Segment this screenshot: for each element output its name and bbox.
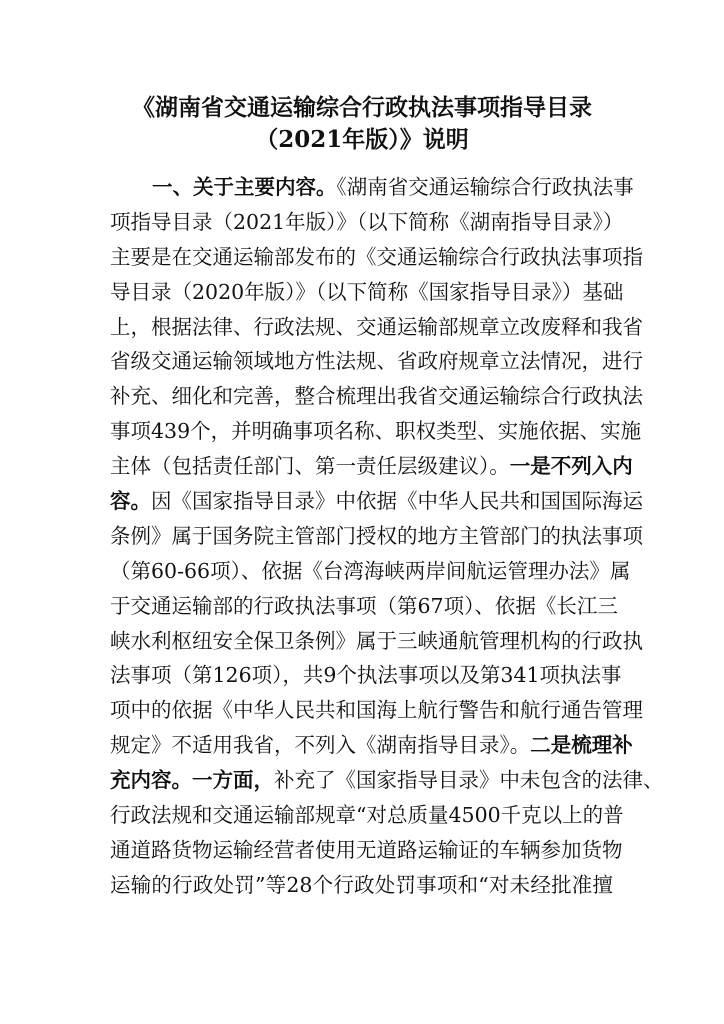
body-text-line: [110, 240, 643, 275]
body-text: 法事项（第126项），共9个执法事项以及第341项执法事: [110, 663, 622, 688]
body-text: 项中的依据《中华人民共和国海上航行警告和航行通告管理: [110, 698, 643, 723]
body-text: （第60-66项）、依据《台湾海峡两岸间航运管理办法》属: [110, 558, 631, 583]
body-text-line: [110, 798, 624, 833]
body-text: 导目录（2020年版）》（以下简称《国家指导目录》）基础: [110, 279, 624, 304]
document-title-line-1: 《湖南省交通运输综合行政执法事项指导目录: [132, 94, 592, 121]
body-text: 事项439个，并明确事项名称、职权类型、实施依据、实施: [110, 419, 642, 444]
body-text: 条例》属于国务院主管部门授权的地方主管部门的执法事项: [110, 523, 643, 548]
body-text: 项指导目录（2021年版）》（以下简称《湖南指导目录》）: [110, 209, 624, 234]
body-text-line: [110, 589, 618, 624]
body-text-line: [110, 484, 643, 519]
bold-heading-text: 一是不列入内: [509, 454, 633, 479]
body-text: 通道路货物运输经营者使用无道路运输证的车辆参加货物: [110, 837, 623, 862]
body-text-line: [110, 763, 664, 798]
bold-heading-text: 充内容。一方面，: [110, 768, 274, 793]
body-text: 补充了《国家指导目录》中未包含的法律、: [274, 768, 664, 793]
body-text: 上，根据法律、行政法规、交通运输部规章立改废释和我省: [110, 314, 643, 339]
body-text-line: [110, 658, 622, 693]
body-text: 运输的行政处罚”等28个行政处罚事项和“对未经批准擅: [110, 872, 613, 897]
body-text-line: [110, 379, 643, 414]
body-text: 行政法规和交通运输部规章“对总质量4500千克以上的普: [110, 803, 624, 828]
body-text: 省级交通运输领域地方性法规、省政府规章立法情况，进行: [110, 349, 643, 374]
body-text: 主要是在交通运输部发布的《交通运输综合行政执法事项指: [110, 244, 643, 269]
body-text-line: [110, 449, 633, 484]
body-text-line: [110, 414, 642, 449]
bold-heading-text: 容。: [110, 489, 151, 514]
body-text: 主体（包括责任部门、第一责任层级建议）。: [110, 454, 510, 479]
body-text-line: [110, 624, 643, 659]
bold-heading-text: 一、关于主要内容。: [152, 175, 337, 199]
body-text-line: [110, 868, 613, 903]
body-text: 规定》不适用我省，不列入《湖南指导目录》。: [110, 733, 531, 758]
body-text: 补充、细化和完善，整合梳理出我省交通运输综合行政执法: [110, 384, 643, 409]
body-text-line: [110, 170, 634, 205]
body-text-line: [110, 310, 643, 345]
body-text: 因《国家指导目录》中依据《中华人民共和国国际海运: [151, 489, 643, 514]
body-text-line: [110, 519, 643, 554]
body-text: 《湖南省交通运输综合行政执法事: [336, 175, 634, 199]
body-text-line: [110, 344, 643, 379]
body-text-line: [110, 833, 623, 868]
bold-heading-text: 二是梳理补: [530, 733, 633, 758]
body-text-line: [110, 693, 643, 728]
document-title-line-2: （2021年版）》说明: [255, 126, 469, 153]
body-text-line: [110, 728, 633, 763]
body-text-line: [110, 205, 624, 240]
body-text: 峡水利枢纽安全保卫条例》属于三峡通航管理机构的行政执: [110, 628, 643, 653]
body-text: 于交通运输部的行政执法事项（第67项）、依据《长江三: [110, 593, 618, 618]
document-body: [110, 170, 664, 903]
body-text-line: [110, 275, 624, 310]
body-text-line: [110, 554, 631, 589]
